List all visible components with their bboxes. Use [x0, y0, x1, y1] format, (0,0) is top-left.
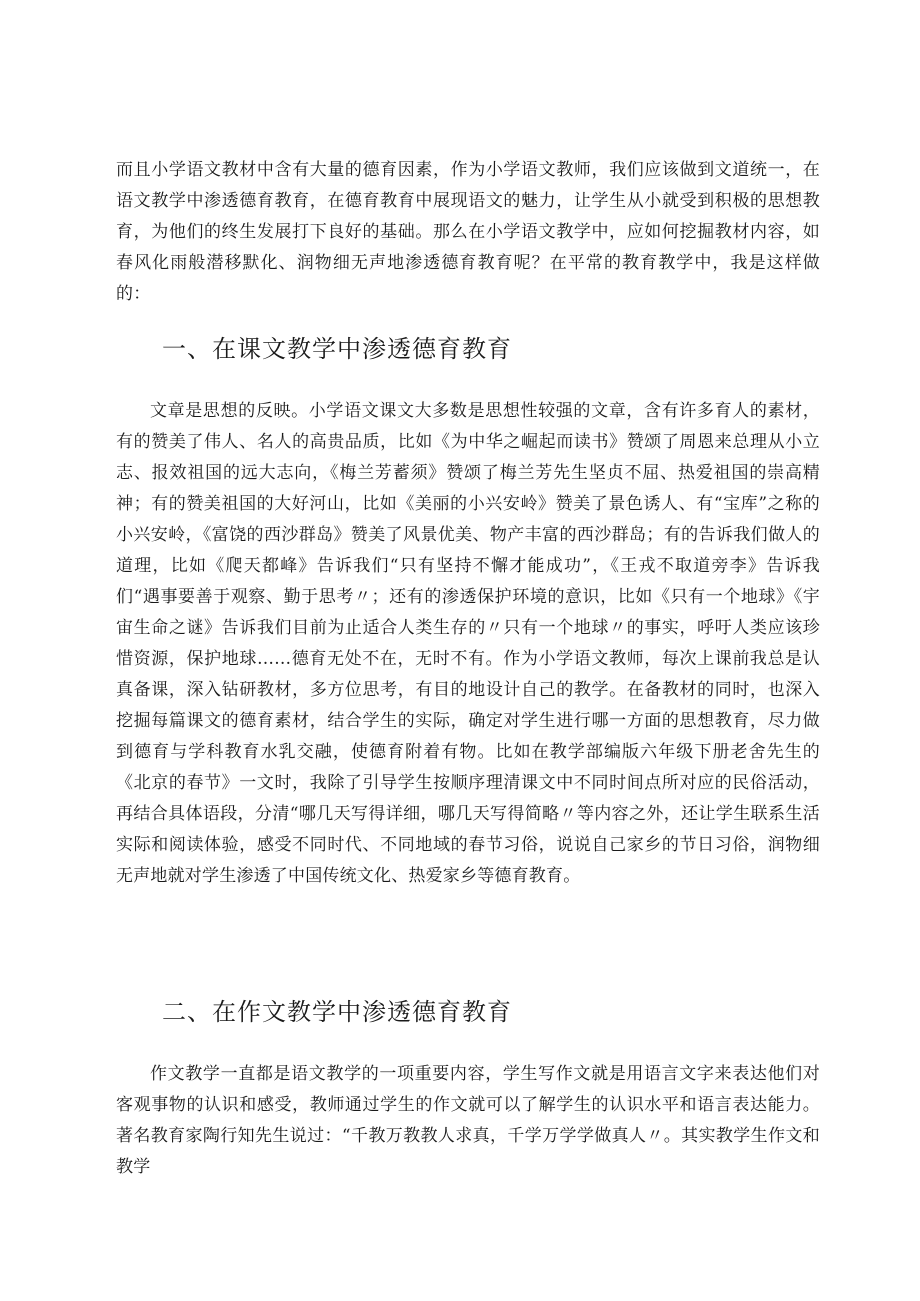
- section-heading-1: 一、在课文教学中渗透德育教育: [162, 335, 512, 363]
- intro-paragraph: 而且小学语文教材中含有大量的德育因素，作为小学语文教师，我们应该做到文道统一，在语文教学中渗透德育教育，在德育教育中展现语文的魅力，让学生从小就受到积极的思想教育，为他们的终生发展打下良好的基础。那么在小学语文教学中，应如何挖掘教材内容，如春风化雨般潜移默化、润物细无声地渗透德育教育呢？在平常的教育教学中，我是这样做的：: [116, 160, 820, 304]
- section-2-paragraph: 作文教学一直都是语文教学的一项重要内容，学生写作文就是用语言文字来表达他们对客观事物的认识和感受，教师通过学生的作文就可以了解学生的认识水平和语言表达能力。著名教育家陶行知先生说过：“千教万教教人求真，千学万学学做真人〃。其实教学生作文和教学: [116, 1064, 820, 1177]
- section-heading-2: 二、在作文教学中渗透德育教育: [162, 998, 512, 1026]
- section-1-paragraph: 文章是思想的反映。小学语文课文大多数是思想性较强的文章，含有许多育人的素材，有的赞美了伟人、名人的高贵品质，比如《为中华之崛起而读书》赞颂了周恩来总理从小立志、报效祖国的远大志向，《梅兰芳蓄须》赞颂了梅兰芳先生坚贞不屈、热爱祖国的崇高精神；有的赞美祖国的大好河山，比如《美丽的小兴安岭》赞美了景色诱人、有“宝库”之称的小兴安岭，《富饶的西沙群岛》赞美了风景优美、物产丰富的西沙群岛；有的告诉我们做人的道理，比如《爬天都峰》告诉我们“只有坚持不懈才能成功”，《王戎不取道旁李》告诉我们“遇事要善于观察、勤于思考〃；还有的渗透保护环境的意识，比如《只有一个地球》《宇宙生命之谜》告诉我们目前为止适合人类生存的〃只有一个地球〃的事实，呼吁人类应该珍惜资源，保护地球……德育无处不在，无时不有。作为小学语文教师，每次上课前我总是认真备课，深入钻研教材，多方位思考，有目的地设计自己的教学。在备教材的同时，也深入挖掘每篇课文的德育素材，结合学生的实际，确定对学生进行哪一方面的思想教育，尽力做到德育与学科教育水乳交融，使德育附着有物。比如在教学部编版六年级下册老舍先生的《北京的春节》一文时，我除了引导学生按顺序理清课文中不同时间点所对应的民俗活动，再结合具体语段，分清“哪几天写得详细，哪几天写得简略〃等内容之外，还让学生联系生活实际和阅读体验，感受不同时代、不同地域的春节习俗，说说自己家乡的节日习俗，润物细无声地就对学生渗透了中国传统文化、热爱家乡等德育教育。: [116, 401, 820, 886]
